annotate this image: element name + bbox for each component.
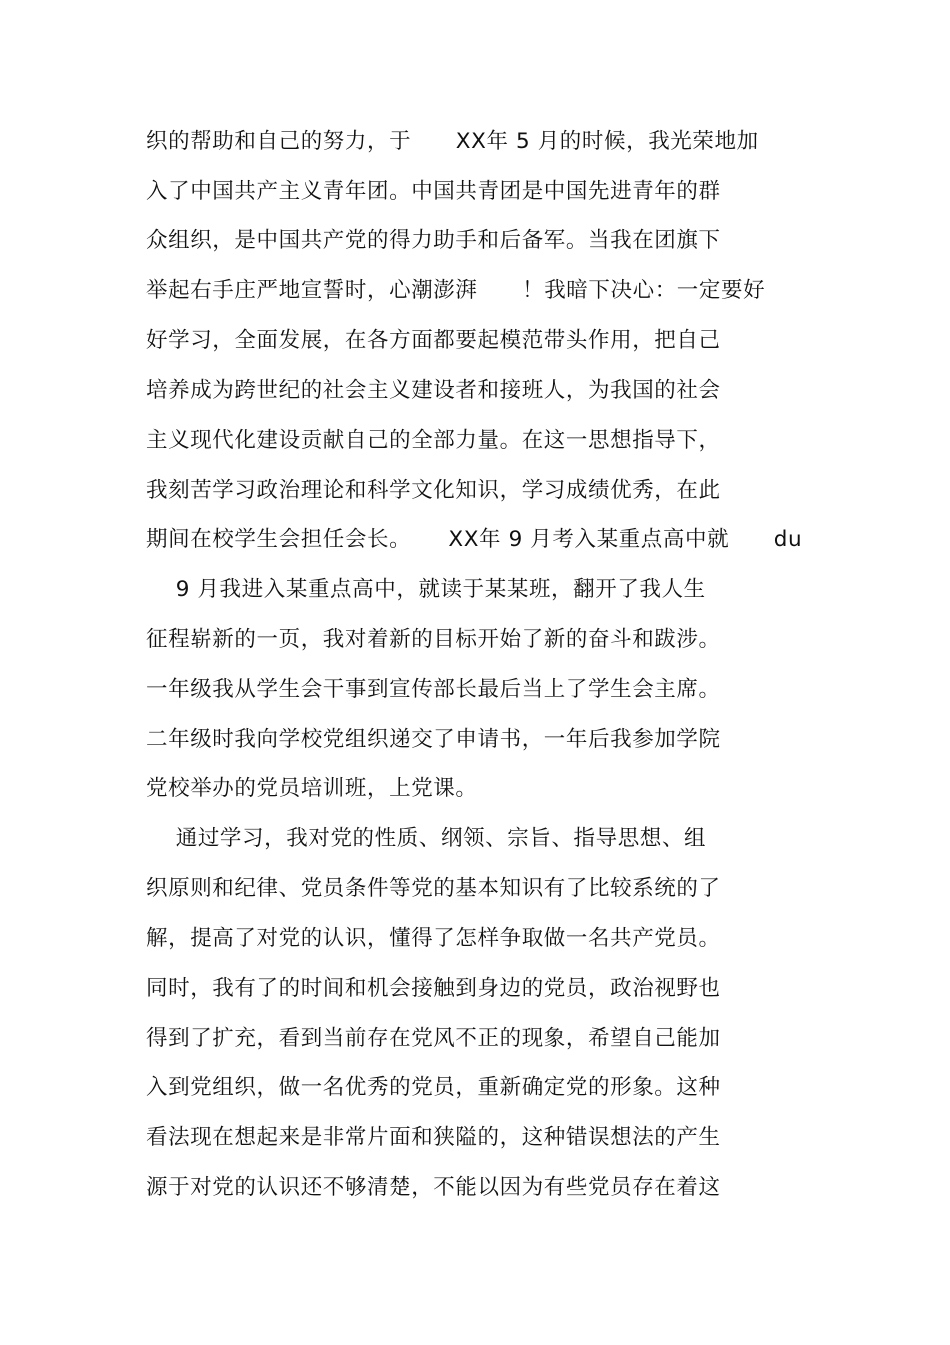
text-line: 期间在校学生会担任会长。 XX年 9 月考入某重点高中就 du: [146, 527, 803, 552]
text-line: 征程崭新的一页，我对着新的目标开始了新的奋斗和跋涉。: [146, 627, 721, 652]
text-line: 织的帮助和自己的努力，于 XX年 5 月的时候，我光荣地加: [146, 129, 759, 154]
text-line: 解，提高了对党的认识，懂得了怎样争取做一名共产党员。: [146, 926, 721, 951]
text-line: 举起右手庄严地宣誓时，心潮澎湃 ！我暗下决心：一定要好: [146, 278, 766, 303]
text-line: 党校举办的党员培训班，上党课。: [146, 776, 478, 801]
text-line: 同时，我有了的时间和机会接触到身边的党员，政治视野也: [146, 976, 721, 1001]
text-line: 9 月我进入某重点高中，就读于某某班，翻开了我人生: [146, 577, 706, 602]
text-line: 看法现在想起来是非常片面和狭隘的，这种错误想法的产生: [146, 1125, 721, 1150]
text-line: 二年级时我向学校党组织递交了申请书，一年后我参加学院: [146, 727, 721, 752]
text-line: 通过学习，我对党的性质、纲领、宗旨、指导思想、组: [146, 826, 707, 851]
text-line: 织原则和纪律、党员条件等党的基本知识有了比较系统的了: [146, 876, 721, 901]
text-line: 源于对党的认识还不够清楚，不能以因为有些党员存在着这: [146, 1175, 721, 1200]
text-line: 入到党组织，做一名优秀的党员，重新确定党的形象。这种: [146, 1075, 721, 1100]
text-line: 众组织，是中国共产党的得力助手和后备军。当我在团旗下: [146, 228, 721, 253]
text-line: 培养成为跨世纪的社会主义建设者和接班人，为我国的社会: [146, 378, 721, 403]
text-line: 我刻苦学习政治理论和科学文化知识，学习成绩优秀，在此: [146, 478, 721, 503]
text-line: 得到了扩充，看到当前存在党风不正的现象，希望自己能加: [146, 1026, 721, 1051]
text-line: 好学习，全面发展，在各方面都要起模范带头作用，把自己: [146, 328, 721, 353]
text-line: 入了中国共产主义青年团。中国共青团是中国先进青年的群: [146, 179, 721, 204]
text-line: 主义现代化建设贡献自己的全部力量。在这一思想指导下，: [146, 428, 721, 453]
text-line: 一年级我从学生会干事到宣传部长最后当上了学生会主席。: [146, 677, 721, 702]
